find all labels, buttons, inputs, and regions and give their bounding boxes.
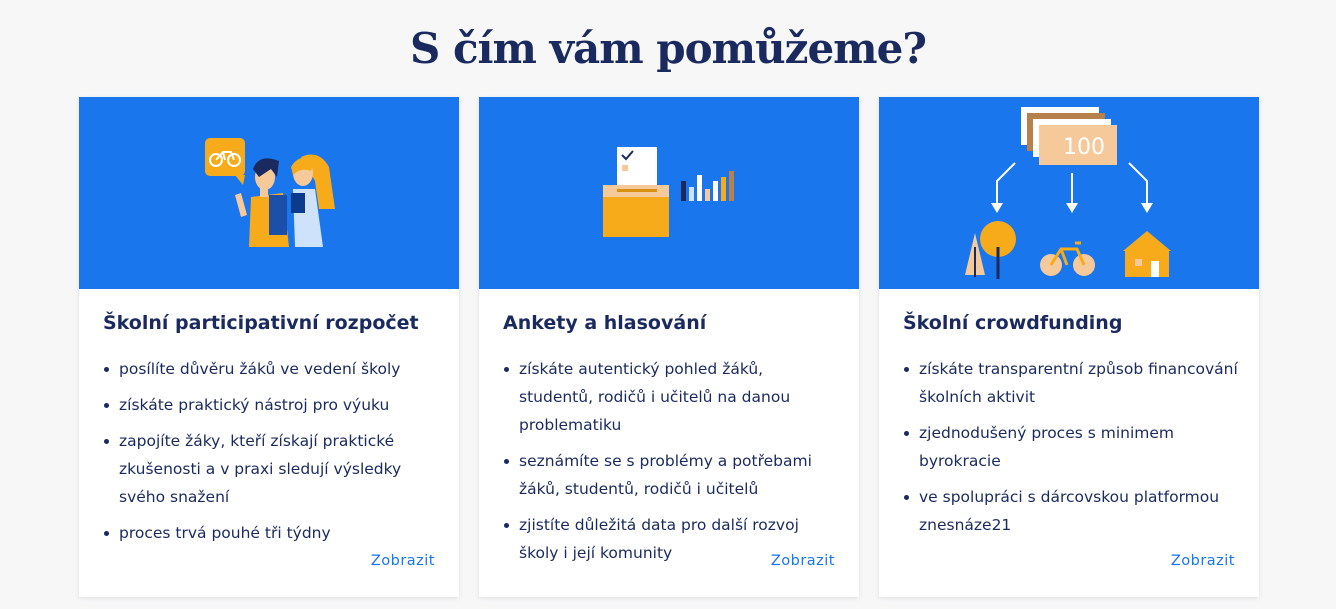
list-item: posílíte důvěru žáků ve vedení školy — [103, 355, 439, 383]
page-title: S čím vám pomůžeme? — [410, 24, 926, 73]
money-distribution-icon — [879, 97, 1259, 289]
show-more-link[interactable]: Zobrazit — [770, 553, 835, 569]
card-title: Ankety a hlasování — [503, 312, 707, 334]
card-title: Školní crowdfunding — [903, 312, 1123, 334]
list-item: získáte autentický pohled žáků, studentů, rodičů i učitelů na danou problematiku — [503, 355, 839, 439]
banknote-value: 100 — [1063, 135, 1105, 160]
benefit-list — [503, 355, 839, 575]
show-more-link[interactable]: Zobrazit — [370, 553, 435, 569]
list-item: seznámíte se s problémy a potřebami žáků, studentů, rodičů i učitelů — [503, 447, 839, 503]
list-item: získáte transparentní způsob financování školních aktivit — [903, 355, 1239, 411]
show-more-link[interactable]: Zobrazit — [1170, 553, 1235, 569]
list-item: získáte praktický nástroj pro výuku — [103, 391, 439, 419]
card-title: Školní participativní rozpočet — [103, 312, 419, 334]
list-item: proces trvá pouhé tři týdny — [103, 519, 439, 547]
students-with-bike-idea-icon — [79, 97, 459, 289]
card-school-crowdfunding — [879, 97, 1259, 597]
benefit-list — [903, 355, 1239, 547]
list-item: zjednodušený proces s minimem byrokracie — [903, 419, 1239, 475]
list-item: ve spolupráci s dárcovskou platformou znesnáze21 — [903, 483, 1239, 539]
ballot-box-chart-icon — [479, 97, 859, 289]
list-item: zjistíte důležitá data pro další rozvoj školy i její komunity — [503, 511, 839, 567]
card-surveys-voting — [479, 97, 859, 597]
benefit-list — [103, 355, 439, 555]
list-item: zapojíte žáky, kteří získají praktické zkušenosti a v praxi sledují výsledky svého snažení — [103, 427, 439, 511]
card-participatory-budget — [79, 97, 459, 597]
